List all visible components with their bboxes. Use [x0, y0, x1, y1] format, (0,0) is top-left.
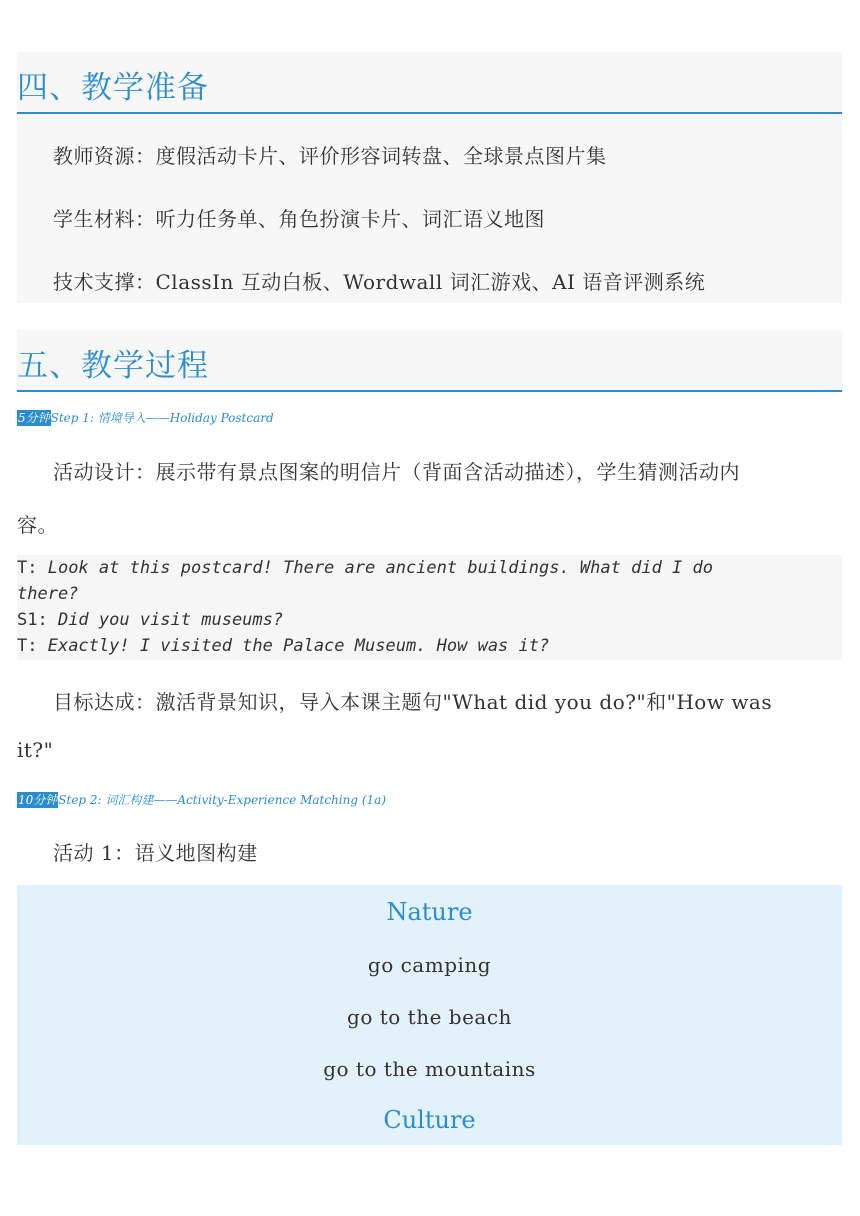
map-item: go camping — [367, 953, 492, 977]
map-item: go to the mountains — [323, 1057, 536, 1081]
teacher-resources-line: 教师资源：度假活动卡片、评价形容词转盘、全球景点图片集 — [53, 144, 607, 168]
step-title: Step 2: 词汇构建——Activity-Experience Matching (1a) — [58, 793, 387, 807]
map-item: go to the beach — [347, 1005, 512, 1029]
utterance: there? — [17, 584, 79, 604]
step-2-label — [17, 791, 386, 808]
utterance: Exactly! I visited the Palace Museum. How was it? — [47, 636, 550, 656]
section-heading-process — [17, 330, 842, 392]
goal-line-cont: it?" — [17, 738, 54, 762]
section-heading-preparation — [17, 52, 842, 114]
dialog-line — [17, 607, 283, 633]
utterance: Look at this postcard! There are ancient buildings. What did I do — [47, 558, 713, 578]
activity-design-line-cont: 容。 — [17, 513, 58, 537]
semantic-map — [17, 885, 842, 1145]
speaker: S1: — [17, 610, 58, 630]
step-title: Step 1: 情境导入——Holiday Postcard — [50, 411, 274, 425]
activity-design-line: 活动设计：展示带有景点图案的明信片（背面含活动描述），学生猜测活动内 — [53, 460, 740, 484]
category-culture: Culture — [383, 1106, 476, 1134]
dialog-line — [17, 633, 549, 659]
speaker: T: — [17, 558, 48, 578]
category-nature: Nature — [386, 898, 473, 926]
goal-line: 目标达成：激活背景知识，导入本课主题句"What did you do?"和"How was — [53, 690, 773, 714]
duration-badge: 10分钟 — [18, 793, 58, 807]
dialog-line — [17, 555, 713, 581]
dialogue-block — [17, 555, 842, 660]
speaker: T: — [17, 636, 48, 656]
dialog-line — [17, 581, 78, 607]
tech-support-line: 技术支撑：ClassIn 互动白板、Wordwall 词汇游戏、AI 语音评测系统 — [53, 270, 706, 294]
duration-badge: 5分钟 — [18, 411, 50, 425]
section-title: 五、教学过程 — [17, 348, 209, 384]
section-title: 四、教学准备 — [17, 70, 209, 106]
student-materials-line: 学生材料：听力任务单、角色扮演卡片、词汇语义地图 — [53, 207, 545, 231]
utterance: Did you visit museums? — [57, 610, 284, 630]
activity-1-line: 活动 1：语义地图构建 — [53, 841, 258, 865]
step-1-label — [17, 409, 274, 426]
